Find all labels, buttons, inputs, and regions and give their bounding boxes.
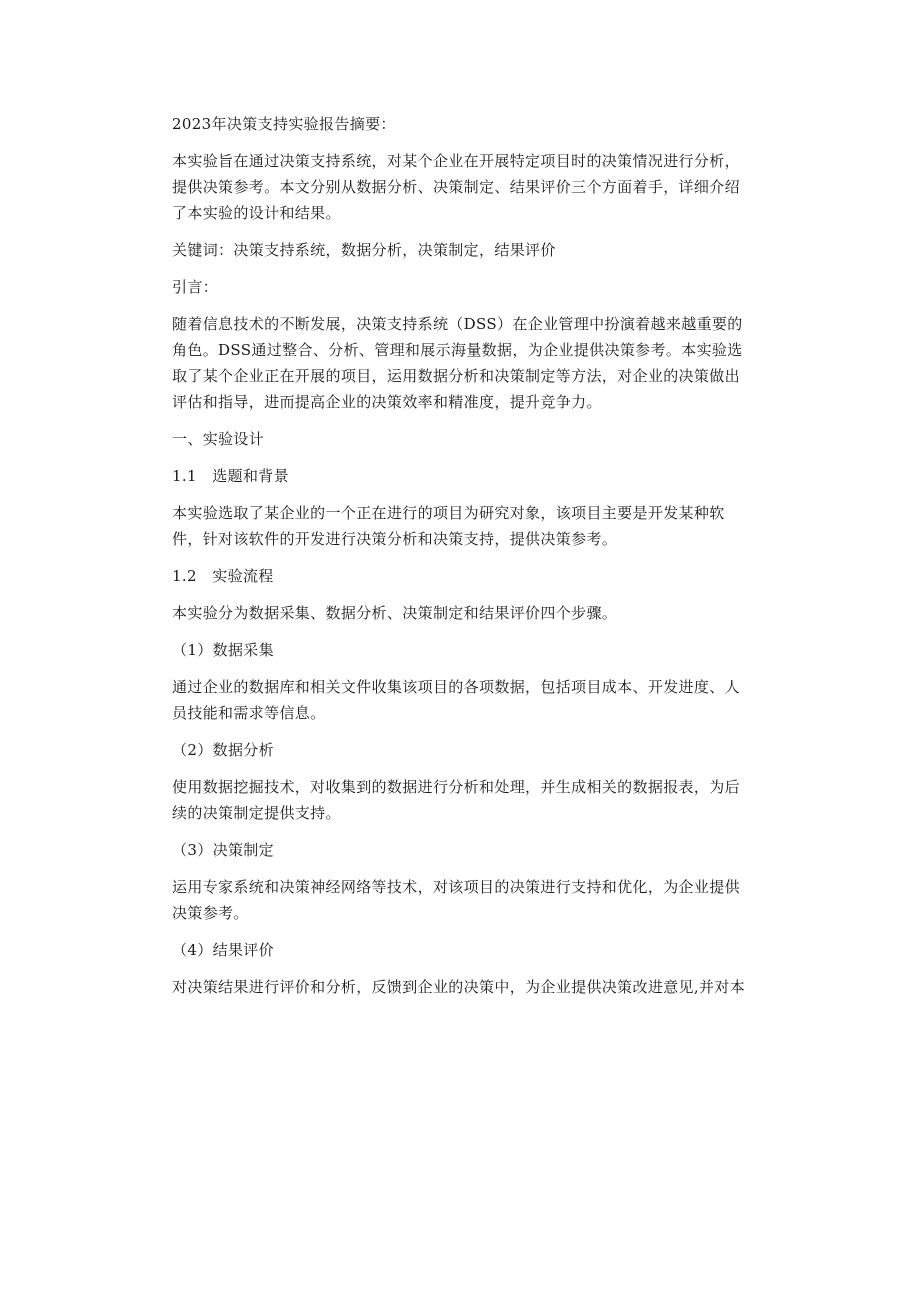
section-1-2-heading: 1.2 实验流程 xyxy=(172,567,274,585)
section-1-1-paragraph: 本实验选取了某企业的一个正在进行的项目为研究对象，该项目主要是开发某种软件，针对该软件的开发进行决策分析和决策支持，提供决策参考。 xyxy=(172,504,725,548)
step-2-heading: （2）数据分析 xyxy=(172,741,274,759)
intro-paragraph: 随着信息技术的不断发展，决策支持系统（DSS）在企业管理中扮演着越来越重要的角色。DSS通过整合、分析、管理和展示海量数据，为企业提供决策参考。本实验选取了某个企业正在开展的项目，运用数据分析和决策制定等方法，对企业的决策做出评估和指导，进而提高企业的决策效率和精准度，提升竞争力。 xyxy=(172,315,743,411)
section-1-heading: 一、实验设计 xyxy=(172,430,265,448)
document-title: 2023年决策支持实验报告摘要： xyxy=(172,115,396,133)
section-1-2-paragraph: 本实验分为数据采集、数据分析、决策制定和结果评价四个步骤。 xyxy=(172,604,618,622)
step-1-heading: （1）数据采集 xyxy=(172,641,274,659)
abstract-paragraph: 本实验旨在通过决策支持系统，对某个企业在开展特定项目时的决策情况进行分析，提供决策参考。本文分别从数据分析、决策制定、结果评价三个方面着手，详细介绍了本实验的设计和结果。 xyxy=(172,152,740,222)
section-1-1-heading: 1.1 选题和背景 xyxy=(172,467,290,485)
intro-heading: 引言： xyxy=(172,278,219,296)
step-3-heading: （3）决策制定 xyxy=(172,841,274,859)
step-2-paragraph: 使用数据挖掘技术，对收集到的数据进行分析和处理，并生成相关的数据报表，为后续的决策制定提供支持。 xyxy=(172,778,740,822)
document-page xyxy=(172,111,750,1000)
step-1-paragraph: 通过企业的数据库和相关文件收集该项目的各项数据，包括项目成本、开发进度、人员技能和需求等信息。 xyxy=(172,678,740,722)
step-3-paragraph: 运用专家系统和决策神经网络等技术，对该项目的决策进行支持和优化，为企业提供决策参考。 xyxy=(172,878,740,922)
step-4-heading: （4）结果评价 xyxy=(172,941,274,959)
step-4-paragraph: 对决策结果进行评价和分析，反馈到企业的决策中，为企业提供决策改进意见,并对本 xyxy=(172,978,746,996)
keywords-line: 关键词：决策支持系统，数据分析，决策制定，结果评价 xyxy=(172,241,556,259)
